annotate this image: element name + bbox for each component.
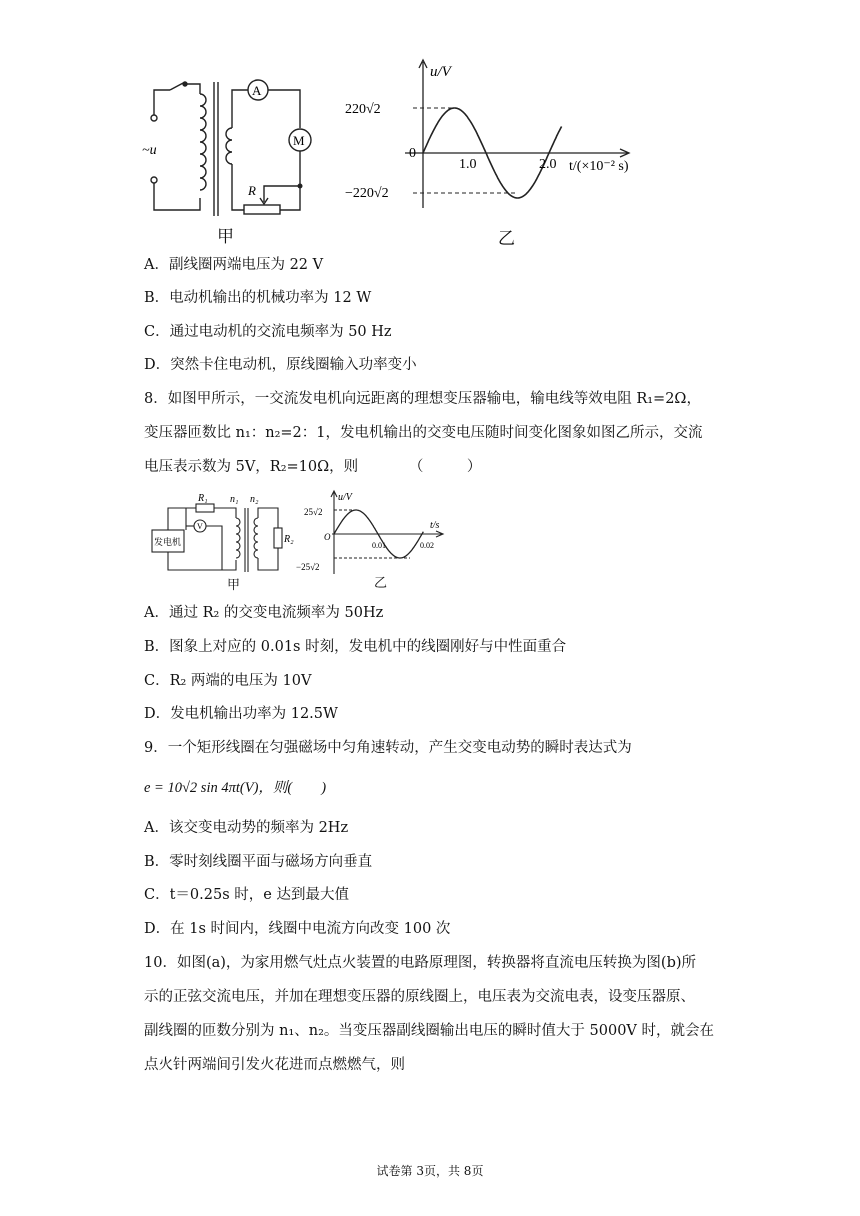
q8-x-axis-label: t/s: [430, 520, 440, 531]
q7-option-a: A．副线圈两端电压为 22 V: [144, 257, 324, 273]
q9-option-a: A．该交变电动势的频率为 2Hz: [144, 820, 349, 836]
n2-label: n₂: [250, 494, 259, 505]
q9-option-c: C．t＝0.25s 时，e 达到最大值: [144, 887, 349, 903]
q9-formula: e = 10√2 sin 4πt(V)，则( ): [144, 780, 327, 796]
q8-option-a: A．通过 R₂ 的交变电流频率为 50Hz: [144, 605, 384, 621]
q9-option-d: D．在 1s 时间内，线圈中电流方向改变 100 次: [144, 921, 451, 937]
q10-stem-line4: 点火针两端间引发火花进而点燃燃气，则: [144, 1057, 405, 1073]
figure-label-yi: 乙: [498, 229, 515, 249]
generator-label: 发电机: [154, 537, 182, 547]
q8-figure-label-jia: 甲: [227, 578, 241, 593]
q8-y-tick-max: 25√2: [304, 507, 323, 517]
q8-option-b: B．图象上对应的 0.01s 时刻，发电机中的线圈刚好与中性面重合: [144, 639, 567, 655]
page-footer: 试卷第 3页，共 8页: [376, 1164, 484, 1178]
voltmeter-label: V: [197, 522, 203, 531]
q7-option-d: D．突然卡住电动机，原线圈输入功率变小: [144, 357, 417, 373]
q7-option-b: B．电动机输出的机械功率为 12 W: [144, 290, 372, 306]
q8-stem-line2: 变压器匝数比 n₁：n₂=2：1，发电机输出的交变电压随时间变化图象如图乙所示，交流: [144, 425, 703, 441]
q8-origin-label: O: [324, 532, 331, 542]
q8-stem-line3: 电压表示数为 5V，R₂=10Ω，则 （ ）: [144, 459, 482, 475]
y-tick-max: 220√2: [345, 102, 381, 117]
n1-label: n₁: [230, 494, 239, 505]
q8-voltage-time-chart: [296, 488, 446, 578]
x-axis-label: t/(×10⁻² s): [569, 159, 629, 174]
r1-label: R₁: [198, 493, 208, 504]
q8-stem-line1: 8．如图甲所示，一交流发电机向远距离的理想变压器输电，输电线等效电阻 R₁=2Ω，: [144, 391, 701, 407]
motor-label: M: [293, 133, 305, 148]
ammeter-label: A: [252, 83, 262, 98]
q8-y-tick-min: −25√2: [296, 562, 320, 572]
q8-figure-label-yi: 乙: [374, 576, 388, 591]
x-tick-1: 1.0: [459, 157, 477, 172]
q10-stem-line2: 示的正弦交流电压，并加在理想变压器的原线圈上，电压表为交流电表，设变压器原、: [144, 989, 695, 1005]
x-tick-2: 2.0: [539, 157, 557, 172]
y-axis-label: u/V: [430, 64, 451, 80]
q8-x-tick-2: 0.02: [420, 541, 434, 550]
q9-option-b: B．零时刻线圈平面与磁场方向垂直: [144, 854, 373, 870]
source-label: ~u: [142, 143, 157, 158]
q10-stem-line3: 副线圈的匝数分别为 n₁、n₂。当变压器副线圈输出电压的瞬时值大于 5000V 时，就会在: [144, 1023, 714, 1039]
q8-y-axis-label: u/V: [338, 492, 352, 503]
q9-stem-line1: 9．一个矩形线圈在匀强磁场中匀角速转动，产生交变电动势的瞬时表达式为: [144, 740, 632, 756]
generator-transformer-circuit: [146, 488, 296, 588]
q8-x-tick-1: 0.01: [372, 541, 386, 550]
r2-label: R₂: [284, 534, 294, 545]
q10-stem-line1: 10．如图(a)，为家用燃气灶点火装置的电路原理图，转换器将直流电压转换为图(b)所: [144, 955, 697, 971]
y-tick-zero: 0: [409, 146, 416, 161]
y-tick-min: −220√2: [345, 186, 389, 201]
voltage-time-chart: [345, 56, 665, 216]
q8-option-c: C．R₂ 两端的电压为 10V: [144, 673, 312, 689]
q7-option-c: C．通过电动机的交流电频率为 50 Hz: [144, 324, 392, 340]
q8-option-d: D．发电机输出功率为 12.5W: [144, 706, 338, 722]
figure-label-jia: 甲: [217, 227, 234, 247]
resistor-label: R: [248, 183, 256, 198]
